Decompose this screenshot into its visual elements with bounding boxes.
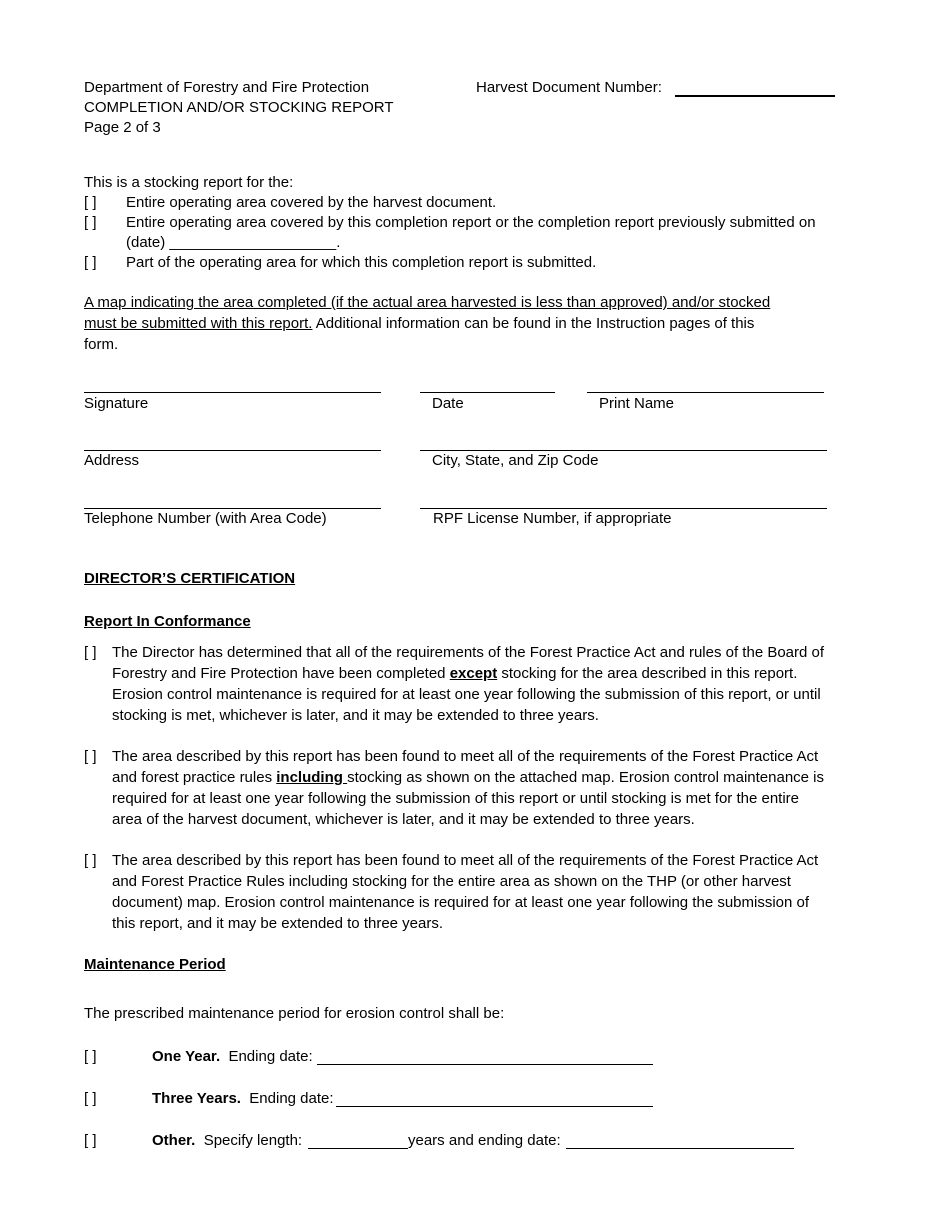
report-in-conformance-heading: Report In Conformance — [84, 613, 251, 630]
map-note-rest: Additional information can be found in the Instruction pages of this — [312, 315, 755, 332]
option-part-area-label: Part of the operating area for which this completion report is submitted. — [126, 254, 597, 271]
department-name: Department of Forestry and Fire Protection — [84, 79, 370, 96]
other-ending-date-field[interactable] — [566, 1148, 794, 1149]
maintenance-intro: The prescribed maintenance period for erosion control shall be: — [84, 1005, 505, 1022]
one-year-label: One Year. Ending date: — [152, 1048, 313, 1065]
three-years-label: Three Years. Ending date: — [152, 1090, 334, 1107]
conformance-entire-area-text: The area described by this report has been found to meet all of the requirements of the Forest Practice Act and Forest Practice Rules including stocking for the entire area as shown on the THP (or other harvest document) map. Erosion control maintenance is required for at least one year following the submission of this report, and it may be extended to three years. — [112, 852, 819, 932]
maintenance-period-heading: Maintenance Period — [84, 956, 226, 973]
option-entire-harvest-label: Entire operating area covered by the harvest document. — [126, 194, 497, 211]
signature-label: Signature — [84, 395, 149, 412]
map-note-line-2 — [84, 314, 754, 334]
other-length-field[interactable] — [308, 1148, 408, 1149]
directors-certification-heading: DIRECTOR’S CERTIFICATION — [84, 570, 296, 587]
map-note-line-3: form. — [84, 336, 119, 353]
three-years-ending-date-field[interactable] — [336, 1106, 653, 1107]
checkbox-entire-completion[interactable]: [ ] — [84, 214, 97, 231]
map-note-underlined: must be submitted with this report. — [84, 315, 313, 332]
other-years-label: years and ending date: — [408, 1132, 561, 1149]
print-name-label: Print Name — [599, 395, 675, 412]
option-entire-completion-label: Entire operating area covered by this completion report or the completion report previously submitted on — [126, 214, 816, 231]
city-state-zip-label: City, State, and Zip Code — [432, 452, 599, 469]
date-field[interactable] — [420, 392, 555, 393]
other-label: Other. Specify length: — [152, 1132, 303, 1149]
checkbox-part-area[interactable]: [ ] — [84, 254, 97, 271]
checkbox-one-year[interactable]: [ ] — [84, 1048, 97, 1065]
page-number: Page 2 of 3 — [84, 119, 161, 136]
conformance-except-stocking-text: The Director has determined that all of the requirements of the Forest Practice Act and rules of the Board of Forestry and Fire Protection have been completed except stocking for the area described in this report. Erosion control maintenance is required for at least one year following the submission of this report, or until stocking is met, whichever is later, and it may be extended to three years. — [112, 644, 825, 724]
telephone-label: Telephone Number (with Area Code) — [84, 510, 327, 527]
checkbox-conformance-except-stocking[interactable]: [ ] — [84, 644, 97, 661]
one-year-ending-date-field[interactable] — [317, 1064, 653, 1065]
address-label: Address — [84, 452, 140, 469]
checkbox-conformance-entire-area[interactable]: [ ] — [84, 852, 97, 869]
harvest-document-label: Harvest Document Number: — [476, 79, 662, 96]
map-note-line-1: A map indicating the area completed (if the actual area harvested is less than approved) and/or stocked — [84, 294, 771, 311]
print-name-field[interactable] — [587, 392, 824, 393]
conformance-including-stocking-text: The area described by this report has been found to meet all of the requirements of the Forest Practice Act and forest practice rules including stocking as shown on the attached map. Erosion control maintenance is required for at least one year following the submission of this report or until stocking is met for the entire area of the harvest document, whichever is later, and it may be extended to three years. — [112, 748, 825, 828]
checkbox-other[interactable]: [ ] — [84, 1132, 97, 1149]
checkbox-entire-harvest[interactable]: [ ] — [84, 194, 97, 211]
harvest-document-number-field[interactable] — [675, 95, 835, 97]
checkbox-three-years[interactable]: [ ] — [84, 1090, 97, 1107]
checkbox-conformance-including-stocking[interactable]: [ ] — [84, 748, 97, 765]
signature-field[interactable] — [84, 392, 381, 393]
rpf-license-label: RPF License Number, if appropriate — [433, 510, 672, 527]
stocking-intro: This is a stocking report for the: — [84, 174, 294, 191]
form-title: COMPLETION AND/OR STOCKING REPORT — [84, 99, 394, 116]
option-entire-completion-date[interactable]: (date) ____________________. — [126, 234, 341, 251]
date-label: Date — [432, 395, 464, 412]
